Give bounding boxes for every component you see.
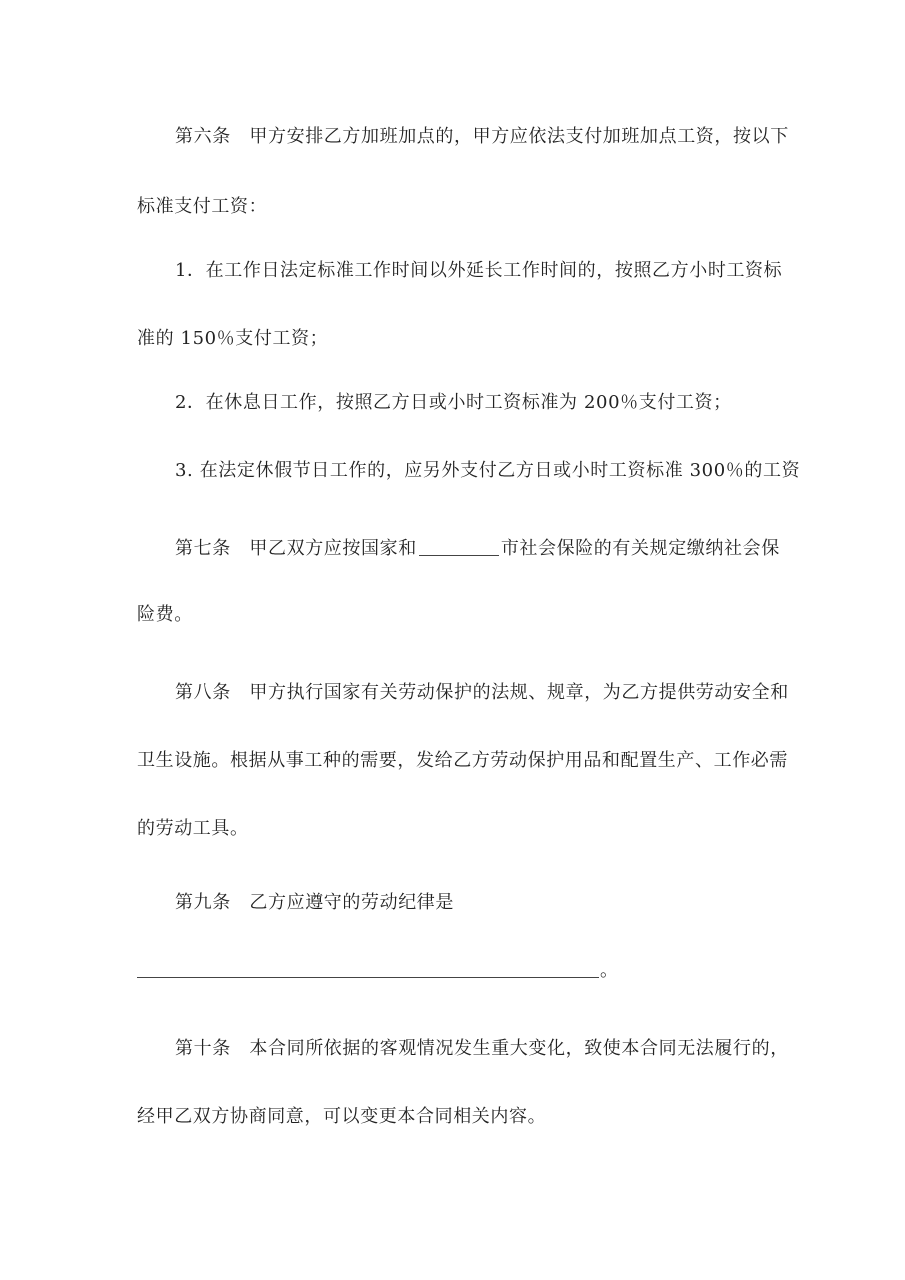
article-6-item-3: 3. 在法定休假节日工作的，应另外支付乙方日或小时工资标准 300％的工资 bbox=[175, 460, 801, 481]
article-8-line-1: 第八条 甲方执行国家有关劳动保护的法规、规章，为乙方提供劳动安全和 bbox=[175, 682, 789, 703]
labor-discipline-blank bbox=[137, 977, 599, 978]
article-9-line-1: 第九条 乙方应遵守的劳动纪律是 bbox=[175, 892, 454, 913]
article-7-text-before-blank: 第七条 甲乙双方应按国家和 bbox=[175, 538, 417, 559]
article-8-line-3: 的劳动工具。 bbox=[137, 818, 249, 839]
article-6-line-2: 标准支付工资： bbox=[137, 196, 268, 217]
article-6-line-1: 第六条 甲方安排乙方加班加点的，甲方应依法支付加班加点工资，按以下 bbox=[175, 126, 789, 147]
article-7-line-2: 险费。 bbox=[137, 604, 193, 625]
article-10-line-1: 第十条 本合同所依据的客观情况发生重大变化，致使本合同无法履行的， bbox=[175, 1038, 789, 1059]
city-name-blank bbox=[419, 537, 499, 556]
article-10-line-2: 经甲乙双方协商同意，可以变更本合同相关内容。 bbox=[137, 1106, 547, 1127]
article-6-item-1-line-2: 准的 150％支付工资； bbox=[137, 328, 329, 349]
article-8-line-2: 卫生设施。根据从事工种的需要，发给乙方劳动保护用品和配置生产、工作必需 bbox=[137, 750, 788, 771]
article-7-line-1 bbox=[175, 536, 780, 562]
article-6-item-2: 2．在休息日工作，按照乙方日或小时工资标准为 200％支付工资； bbox=[175, 392, 732, 413]
article-9-end-mark: 。 bbox=[600, 960, 618, 981]
article-7-text-after-blank: 市社会保险的有关规定缴纳社会保 bbox=[500, 538, 780, 559]
article-6-item-1-line-1: 1．在工作日法定标准工作时间以外延长工作时间的，按照乙方小时工资标 bbox=[175, 260, 783, 281]
